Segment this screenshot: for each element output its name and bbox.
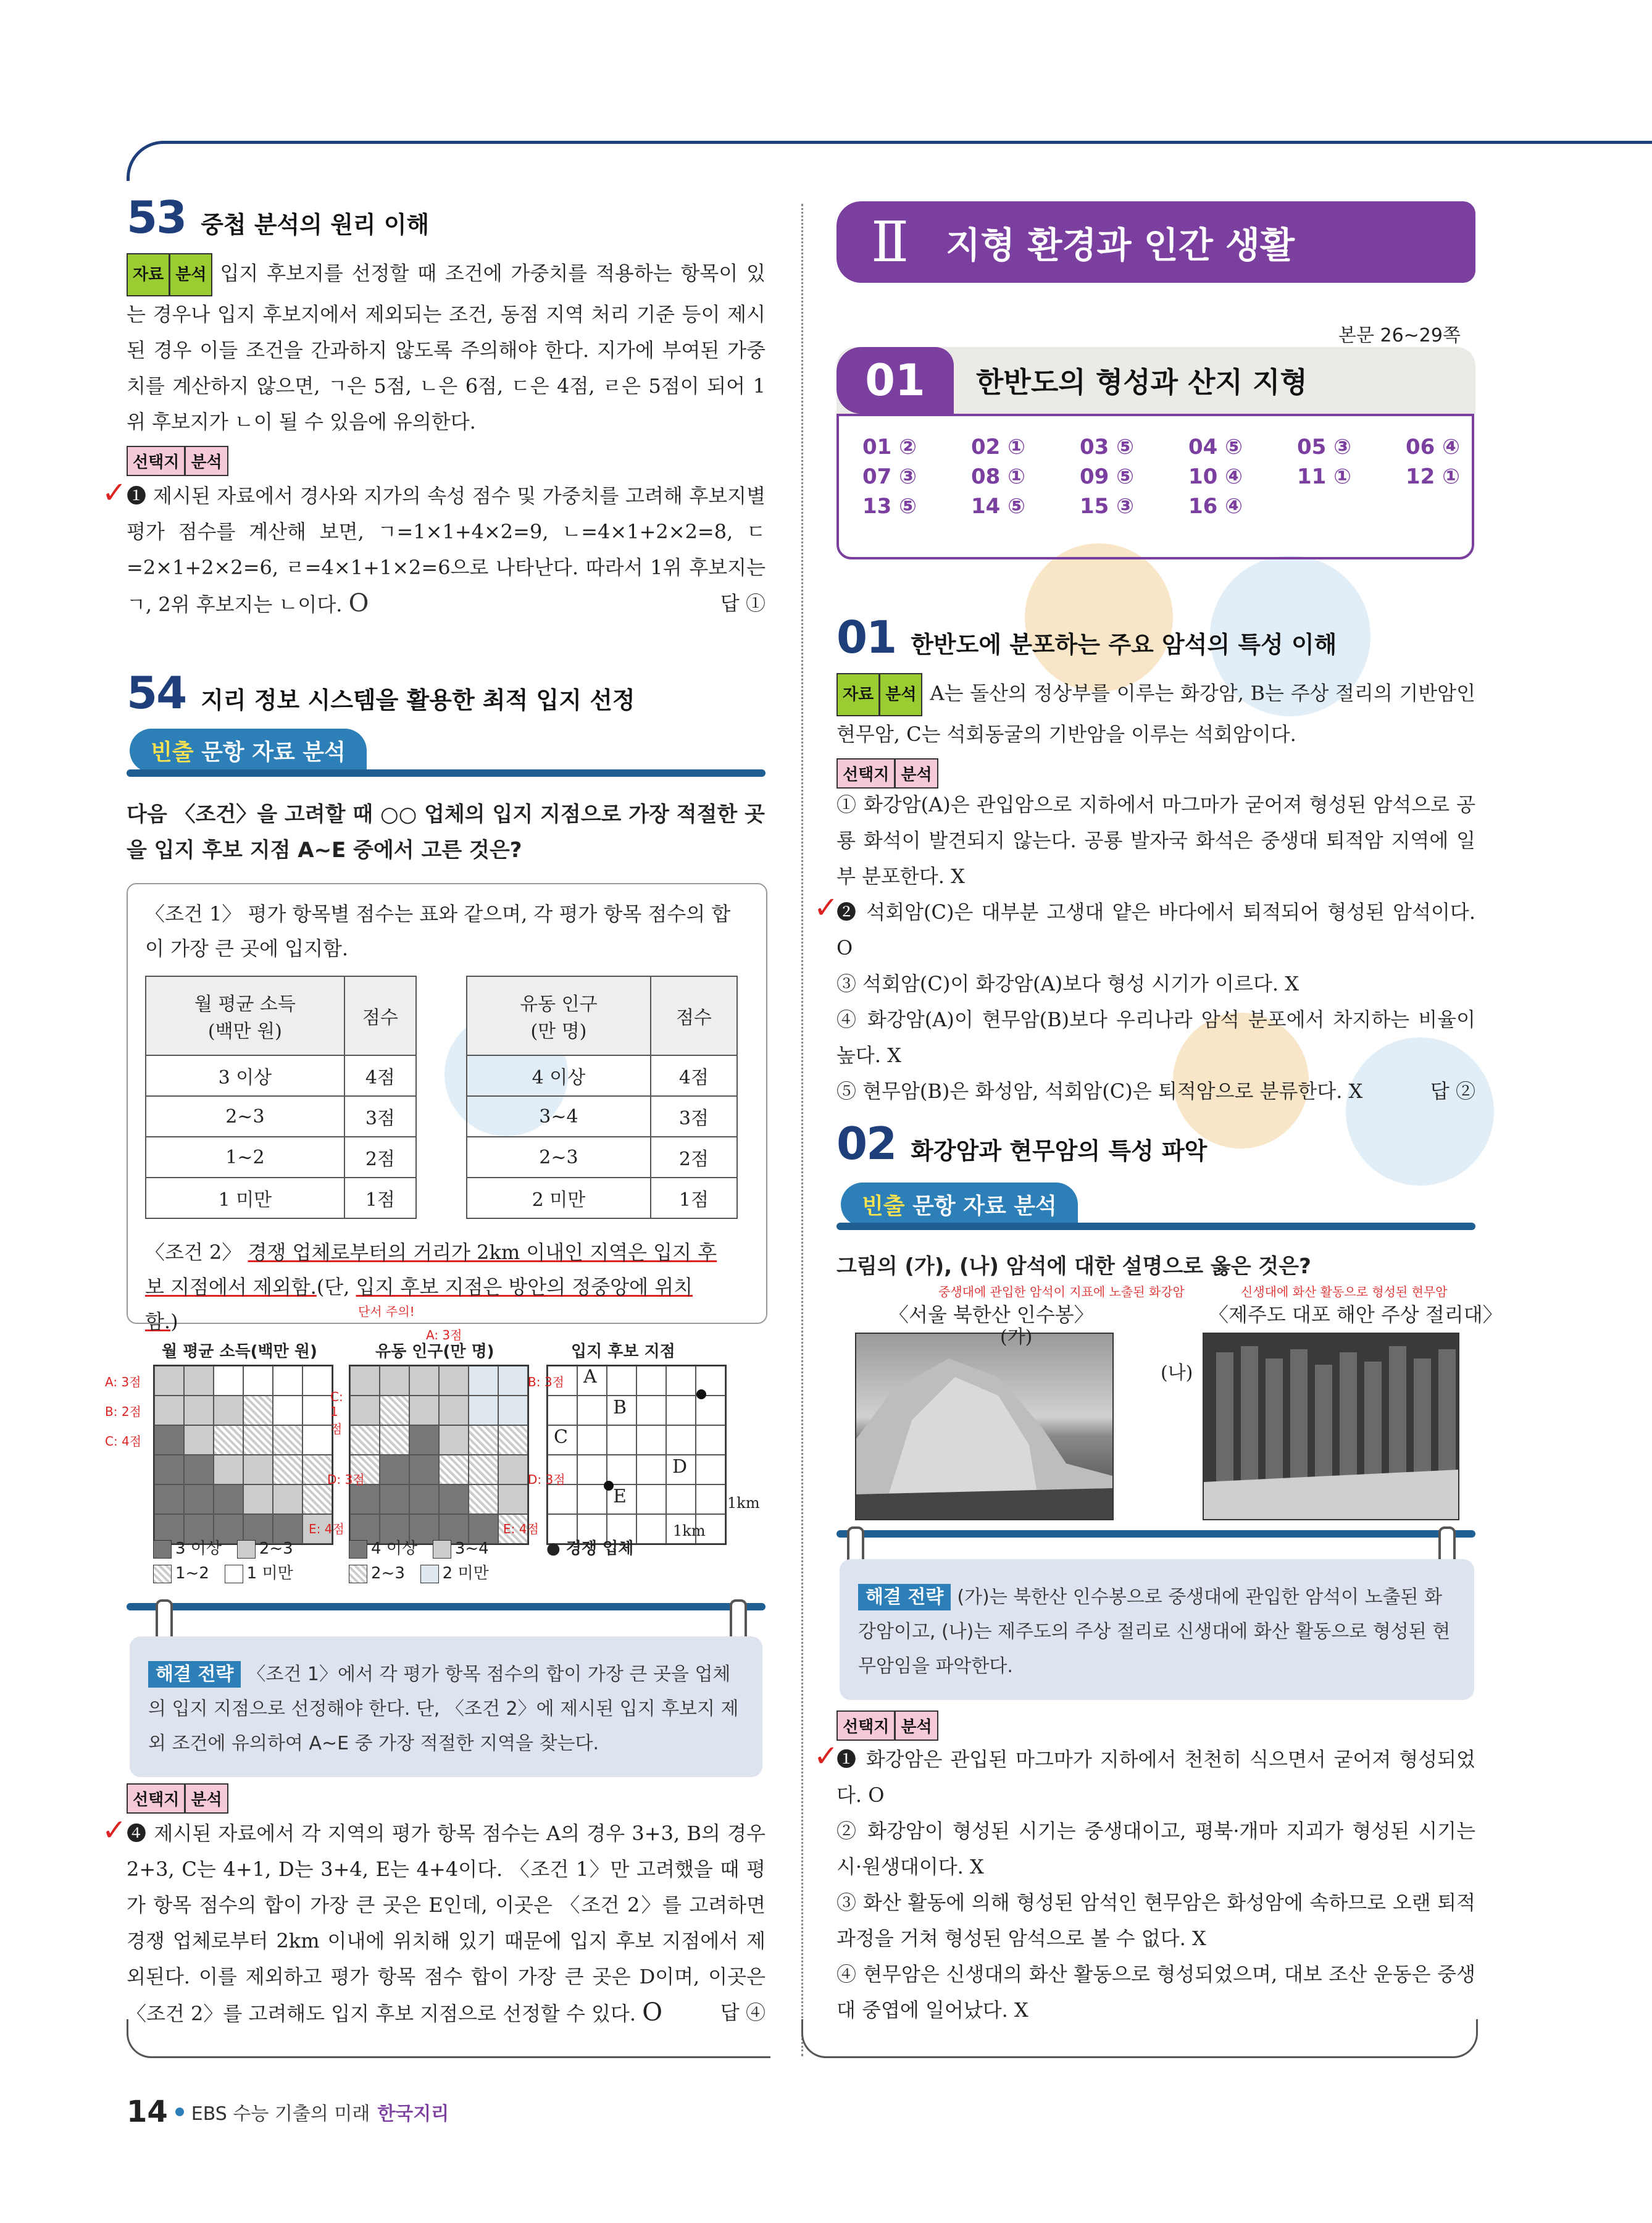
question-title: 지리 정보 시스템을 활용한 최적 입지 선정 — [201, 687, 635, 714]
analysis-text: 입지 후보지를 선정할 때 조건에 가중치를 적용하는 항목이 있는 경우나 입지 후보지에서 제외되는 조건, 동점 지역 처리 기준 등이 제시된 경우 이들 조건을 간과하지 않도록 주의해야 한다. 지가에 부여된 가중치를 계산하지 않으면, ㄱ은 5점, ㄴ은 6점, ㄷ은 4점, ㄹ은 5점이 되어 1위 후보지가 ㄴ이 될 수 있음에 유의한다. — [127, 261, 766, 433]
q53-header — [127, 191, 429, 243]
strategy-box — [130, 1636, 762, 1777]
page-reference: 본문 26~29쪽 — [1338, 325, 1461, 346]
r-q02-header — [836, 1118, 1207, 1170]
map-label: D: 3점 — [327, 1472, 365, 1487]
map3-title: 입지 후보 지점 — [571, 1342, 675, 1361]
answer-key-item: 02 ① — [971, 435, 1025, 459]
answer-key-item: 05 ③ — [1297, 435, 1351, 459]
strategy-top-bar — [127, 1603, 766, 1610]
book-title: EBS 수능 기출의 미래 — [191, 2103, 370, 2125]
column-divider — [801, 204, 803, 2056]
table-row: 1 미만 1점 — [146, 1178, 416, 1218]
strategy-text: 〈조건 1〉에서 각 평가 항목 점수의 합이 가장 큰 곳을 업체의 입지 지점으로 선정해야 한다. 단, 〈조건 2〉에 제시된 입지 후보지 제외 조건에 유의하여 A~E 중 가장 적절한 지역을 찾는다. — [148, 1664, 739, 1754]
legend-swatch — [420, 1565, 439, 1583]
answer-key-item: 15 ③ — [1080, 494, 1134, 519]
table-row: 4 이상 4점 — [467, 1055, 737, 1096]
check-mark-icon: ✓ — [102, 1813, 127, 1848]
choice-3: ③ 석회암(C)이 화강암(A)보다 형성 시기가 이르다. X — [836, 972, 1299, 995]
income-score-table — [145, 976, 417, 1219]
bukhansan-photo — [855, 1333, 1114, 1520]
choice-text: ❹ 제시된 자료에서 각 지역의 평가 항목 점수는 A의 경우 3+3, B의 경우 2+3, C는 4+1, D는 3+4, E는 4+4이다. 〈조건 1〉만 고려했을 때 평가 항목 점수의 합이 가장 큰 곳은 E인데, 이곳은 〈조건 2〉를 고려하면 경쟁 업체로부터 2km 이내에 위치해 있기 때문에 입지 후보 지점에서 제외된다. 이를 제외하고 평가 항목 점수 합이 가장 큰 곳은 D이며, 이곳은 〈조건 2〉를 고려해도 입지 후보 지점으로 선정할 수 있다. — [127, 1822, 766, 2025]
label-na: (나) — [1161, 1362, 1193, 1384]
map1-title: 월 평균 소득(백만 원) — [162, 1342, 317, 1361]
jeju-photo — [1203, 1333, 1459, 1520]
section-header — [836, 347, 1475, 414]
legend-swatch — [349, 1540, 367, 1559]
check-mark-icon: ✓ — [814, 1739, 839, 1773]
banner-underline — [127, 769, 766, 777]
table-header: 유동 인구 (만 명) — [467, 976, 651, 1055]
map2-title: 유동 인구(만 명) — [375, 1342, 494, 1361]
income-map-grid — [153, 1365, 333, 1545]
footer-dot-icon — [175, 2108, 184, 2116]
annotation-basalt: 신생대에 화산 활동으로 형성된 현무암 — [1241, 1284, 1448, 1299]
choice-3: ③ 화산 활동에 의해 형성된 암석인 현무암은 화성암에 속하므로 오랜 퇴적 과정을 거쳐 형성된 암석으로 볼 수 없다. X — [836, 1891, 1475, 1950]
strategy-top-bar — [836, 1530, 1475, 1538]
choice-5: ⑤ 현무암(B)은 화성암, 석회암(C)은 퇴적암으로 분류한다. X — [836, 1079, 1363, 1103]
legend-swatch — [225, 1565, 243, 1583]
unit-banner — [836, 201, 1475, 283]
point-d-label: D — [672, 1456, 688, 1478]
table-row: 3 이상 4점 — [146, 1055, 416, 1096]
question-number: 01 — [836, 611, 896, 663]
table-header: 점수 — [651, 976, 737, 1055]
annotation-granite: 중생대에 관입한 암석이 지표에 노출된 화강암 — [938, 1284, 1185, 1299]
competitor-dot-icon — [696, 1389, 706, 1399]
map-label: B: 3점 — [528, 1375, 564, 1389]
legend-swatch — [433, 1540, 451, 1559]
question-title: 한반도에 분포하는 주요 암석의 특성 이해 — [911, 631, 1337, 658]
strategy-label: 해결 전략 — [858, 1584, 951, 1610]
check-mark-icon: ✓ — [102, 475, 127, 510]
unit-title: 지형 환경과 인간 생활 — [946, 224, 1295, 266]
map-label: E: 4점 — [309, 1522, 344, 1536]
point-b-label: B — [613, 1397, 627, 1418]
correct-mark-icon: O — [642, 1998, 663, 2027]
map-label: E: 4점 — [503, 1522, 539, 1536]
legend-swatch — [153, 1540, 172, 1559]
question-text: 다음 〈조건〉을 고려할 때 ○○ 업체의 입지 지점으로 가장 적절한 곳을 입지 후보 지점 A~E 중에서 고른 것은? — [127, 802, 765, 863]
answer-key-item: 13 ⑤ — [862, 494, 917, 519]
table-row: 1~2 2점 — [146, 1137, 416, 1178]
r-q01-analysis — [836, 673, 1475, 752]
legend-swatch — [153, 1565, 172, 1583]
check-mark-icon: ✓ — [814, 890, 839, 925]
page-number: 14 — [127, 2095, 168, 2129]
choice-analysis-tag: 선택지 분석 — [127, 1783, 228, 1814]
choice-analysis-tag: 선택지 분석 — [836, 1710, 938, 1741]
data-analysis-tag: 자료 분석 — [836, 673, 922, 716]
map-label: C: 1점 — [330, 1389, 343, 1436]
question-text: 그림의 (가), (나) 암석에 대한 설명으로 옳은 것은? — [836, 1254, 1311, 1279]
r-q01-choices — [836, 787, 1475, 1109]
point-a-label: A — [583, 1366, 597, 1388]
choice-analysis-tag: 선택지 분석 — [127, 446, 228, 476]
q54-header — [127, 667, 635, 719]
q54-choice — [127, 1815, 766, 2032]
table-header: 점수 — [344, 976, 416, 1055]
strategy-label: 해결 전략 — [148, 1661, 241, 1688]
answer-key-item: 11 ① — [1297, 464, 1351, 489]
photo-caption-1: 〈서울 북한산 인수봉〉 — [889, 1303, 1094, 1326]
r-q01-header — [836, 611, 1337, 663]
q53-choice — [127, 478, 766, 622]
map-label: A: 3점 — [426, 1328, 462, 1342]
condition-1: 〈조건 1〉 평가 항목별 점수는 표와 같으며, 각 평가 항목 점수의 합이 가장 큰 곳에 입지함. — [145, 902, 731, 960]
section-title: 한반도의 형성과 산지 지형 — [976, 366, 1308, 399]
map-label: A: 3점 — [105, 1375, 141, 1389]
label-ga: (가) — [1000, 1326, 1033, 1348]
question-number: 02 — [836, 1118, 896, 1170]
answer-key-item: 10 ④ — [1188, 464, 1243, 489]
answer-key-item: 14 ⑤ — [971, 494, 1025, 519]
map-label: D: 3점 — [528, 1472, 565, 1487]
answer-key-item: 07 ③ — [862, 464, 917, 489]
photo-caption-2: 〈제주도 대포 해안 주상 절리대〉 — [1209, 1303, 1503, 1326]
caution-note: 단서 주의! — [358, 1304, 415, 1319]
condition-2: 〈조건 2〉 경쟁 업체로부터의 거리가 2km 이내인 지역은 입지 후보 지점에서 제외함.(단, 입지 후보 지점은 방안의 정중앙에 위치함.) — [145, 1241, 717, 1333]
income-legend: 3 이상 2~3 1~2 1 미만 — [153, 1536, 338, 1586]
question-title: 화강암과 현무암의 특성 파악 — [911, 1137, 1208, 1165]
population-score-table — [466, 976, 738, 1219]
frequent-question-banner: 빈출 문항 자료 분석 — [130, 729, 367, 772]
choice-1: ① 화강암(A)은 관입암으로 지하에서 마그마가 굳어져 형성된 암석으로 공룡 화석이 발견되지 않는다. 공룡 발자국 화석은 중생대 퇴적암 지역에 일부 분포한다. X — [836, 793, 1475, 888]
correct-mark-icon: O — [348, 589, 369, 618]
columnar-joint-image — [1204, 1334, 1458, 1519]
answer-label: 답 ④ — [720, 2001, 766, 2024]
answer-key-item: 09 ⑤ — [1080, 464, 1134, 489]
point-e-label: E — [613, 1486, 627, 1507]
r-q02-choices — [836, 1741, 1475, 2028]
table-row: 2~3 3점 — [146, 1096, 416, 1137]
table-header: 월 평균 소득 (백만 원) — [146, 976, 344, 1055]
scale-label: 1km — [673, 1522, 706, 1539]
choice-4: ④ 화강암(A)이 현무암(B)보다 우리나라 암석 분포에서 차지하는 비율이 높다. X — [836, 1008, 1475, 1067]
answer-key-item: 06 ④ — [1406, 435, 1460, 459]
granite-rock-image — [856, 1334, 1112, 1519]
answer-key-grid — [862, 435, 1514, 519]
answer-key-item: 03 ⑤ — [1080, 435, 1134, 459]
answer-key-item: 08 ① — [971, 464, 1025, 489]
choice-4: ④ 현무암은 신생대의 화산 활동으로 형성되었으며, 대보 조산 운동은 중생대 중엽에 일어났다. X — [836, 1962, 1475, 2022]
answer-key-box — [836, 414, 1474, 559]
answer-key-item: 04 ⑤ — [1188, 435, 1243, 459]
answer-key-item: 12 ① — [1406, 464, 1460, 489]
table-row: 3~4 3점 — [467, 1096, 737, 1137]
map-label: C: 4점 — [105, 1434, 142, 1449]
competitor-dot-icon — [604, 1481, 614, 1491]
table-row: 2 미만 1점 — [467, 1178, 737, 1218]
legend-swatch — [349, 1565, 367, 1583]
page-footer — [127, 2095, 449, 2129]
data-analysis-tag: 자료 분석 — [127, 253, 212, 296]
question-number: 53 — [127, 191, 186, 243]
subject-title: 한국지리 — [377, 2103, 449, 2125]
population-legend: 4 이상 3~4 2~3 2 미만 — [349, 1536, 534, 1586]
choice-text: ❶ 제시된 자료에서 경사와 지가의 속성 점수 및 가중치를 고려해 후보지별 평가 점수를 계산해 보면, ㄱ=1×1+4×2=9, ㄴ=4×1+2×2=8, ㄷ=2×1+2×2=6, ㄹ=4×1+1×2=6으로 나타난다. 따라서 1위 후보지는 ㄱ, 2위 후보지는 ㄴ이다. — [127, 484, 766, 616]
choice-analysis-tag: 선택지 분석 — [836, 758, 938, 789]
scale-label: 1km — [727, 1494, 760, 1512]
strategy-text: (가)는 북한산 인수봉으로 중생대에 관입한 암석이 노출된 화강암이고, (나)는 제주도의 주상 절리로 신생대에 화산 활동으로 형성된 현무암임을 파악한다. — [858, 1586, 1451, 1677]
section-number: 01 — [836, 347, 954, 414]
question-title: 중첩 분석의 원리 이해 — [201, 211, 430, 238]
map-label: B: 2점 — [105, 1404, 141, 1419]
banner-underline — [836, 1223, 1475, 1230]
strategy-box — [840, 1559, 1474, 1700]
answer-label: 답 ① — [720, 592, 766, 615]
answer-key-item: 01 ② — [862, 435, 917, 459]
choice-2: ❷ 석회암(C)은 대부분 고생대 얕은 바다에서 퇴적되어 형성된 암석이다. O — [836, 900, 1475, 960]
q53-analysis — [127, 253, 766, 440]
legend-swatch — [237, 1540, 256, 1559]
table-row: 2~3 2점 — [467, 1137, 737, 1178]
choice-2: ② 화강암이 형성된 시기는 중생대이고, 평북·개마 지괴가 형성된 시기는 시·원생대이다. X — [836, 1819, 1475, 1878]
unit-roman: Ⅱ — [871, 209, 909, 275]
competitor-legend: ● 경쟁 업체 — [546, 1539, 634, 1558]
point-c-label: C — [554, 1426, 568, 1448]
choice-5-row — [836, 1073, 1475, 1109]
question-number: 54 — [127, 667, 186, 719]
frequent-question-banner: 빈출 문항 자료 분석 — [841, 1183, 1078, 1226]
answer-label: 답 ② — [1430, 1079, 1475, 1103]
answer-key-item: 16 ④ — [1188, 494, 1243, 519]
top-border-line — [127, 141, 1652, 181]
population-map-grid — [349, 1365, 529, 1545]
choice-1: ❶ 화강암은 관입된 마그마가 지하에서 천천히 식으면서 굳어져 형성되었다. O — [836, 1748, 1475, 1807]
analysis-text: A는 돌산의 정상부를 이루는 화강암, B는 주상 절리의 기반암인 현무암, C는 석회동굴의 기반암을 이루는 석회암이다. — [836, 681, 1475, 746]
